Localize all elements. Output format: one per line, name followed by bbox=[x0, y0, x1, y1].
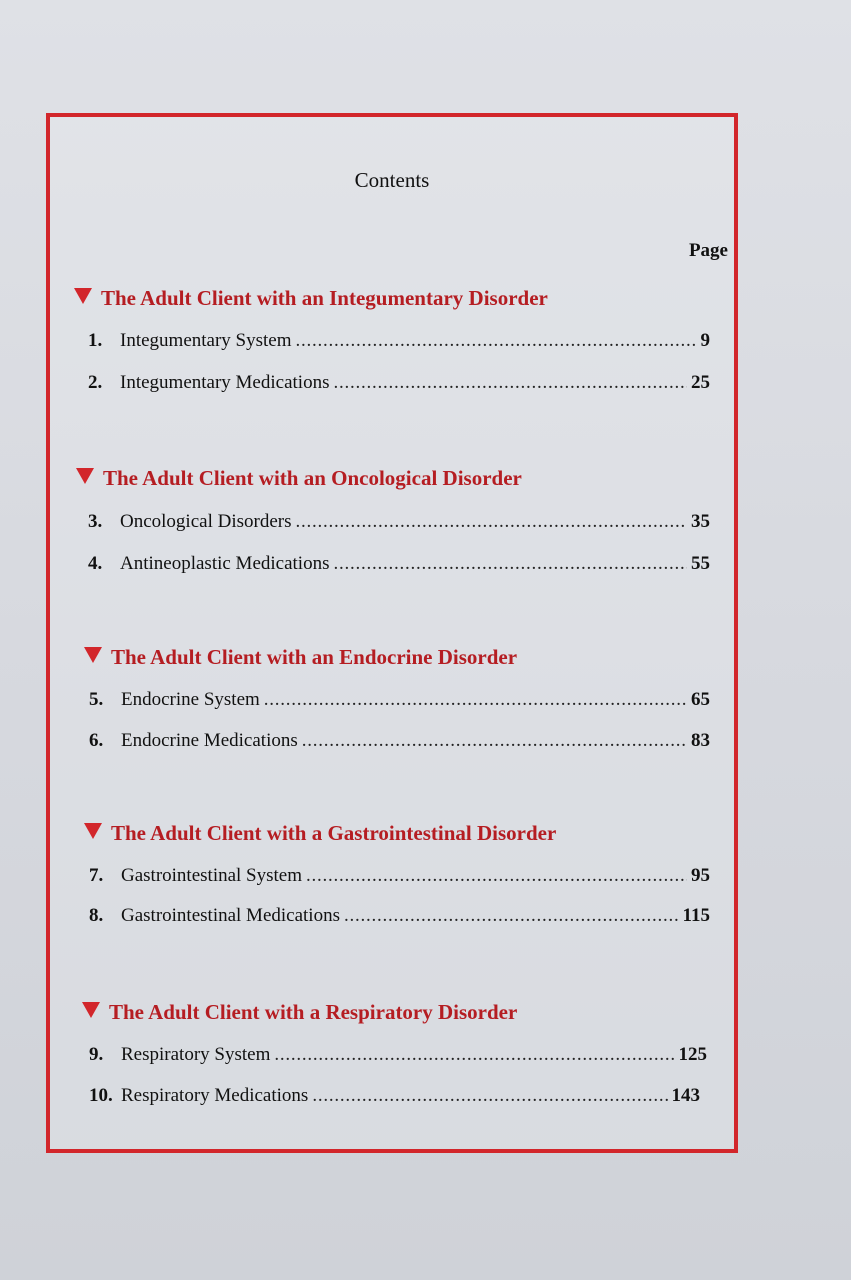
entry-title: Gastrointestinal Medications bbox=[121, 905, 340, 926]
section-header-text: The Adult Client with an Integumentary Disorder bbox=[101, 286, 548, 310]
section-header bbox=[76, 466, 522, 491]
entry-number: 10. bbox=[89, 1085, 113, 1106]
entry-title: Respiratory System bbox=[121, 1044, 271, 1065]
entry-title: Respiratory Medications bbox=[121, 1085, 309, 1106]
entry-number: 9. bbox=[89, 1044, 104, 1065]
dot-leader bbox=[306, 865, 687, 887]
entry-title: Gastrointestinal System bbox=[121, 865, 303, 886]
toc-entry bbox=[89, 689, 710, 715]
entry-number: 3. bbox=[88, 511, 103, 532]
entry-number: 7. bbox=[89, 865, 104, 886]
entry-title: Endocrine System bbox=[121, 689, 260, 710]
page-column-label: Page bbox=[688, 240, 728, 261]
entry-page-number: 25 bbox=[691, 372, 710, 393]
entry-page-number: 115 bbox=[682, 905, 710, 926]
dot-leader bbox=[296, 330, 697, 352]
dot-leader bbox=[302, 730, 687, 752]
entry-title: Integumentary System bbox=[120, 330, 292, 351]
section-header bbox=[82, 1000, 517, 1025]
entry-number: 8. bbox=[89, 905, 104, 926]
red-triangle-icon bbox=[84, 823, 102, 839]
toc-entry bbox=[89, 905, 710, 931]
toc-entry bbox=[89, 865, 710, 891]
entry-title: Endocrine Medications bbox=[121, 730, 298, 751]
red-triangle-icon bbox=[82, 1002, 100, 1018]
toc-entry bbox=[88, 553, 710, 579]
section-header bbox=[74, 286, 548, 311]
dot-leader bbox=[274, 1044, 674, 1066]
contents-border-frame bbox=[46, 113, 738, 1153]
toc-entry bbox=[88, 511, 710, 537]
entry-title: Oncological Disorders bbox=[120, 511, 292, 532]
entry-number: 1. bbox=[88, 330, 103, 351]
section-header-text: The Adult Client with an Endocrine Disorder bbox=[111, 645, 518, 669]
entry-number: 2. bbox=[88, 372, 103, 393]
entry-title: Antineoplastic Medications bbox=[120, 553, 330, 574]
dot-leader bbox=[312, 1085, 667, 1107]
dot-leader bbox=[344, 905, 679, 927]
entry-page-number: 9 bbox=[700, 330, 710, 351]
toc-entry bbox=[89, 1044, 707, 1070]
entry-page-number: 83 bbox=[691, 730, 710, 751]
section-header bbox=[84, 645, 517, 670]
red-triangle-icon bbox=[84, 647, 102, 663]
section-header-text: The Adult Client with a Gastrointestinal Disorder bbox=[111, 821, 557, 845]
dot-leader bbox=[333, 372, 687, 394]
entry-page-number: 125 bbox=[678, 1044, 707, 1065]
section-header-text: The Adult Client with an Oncological Disorder bbox=[103, 466, 522, 490]
toc-entry bbox=[89, 1085, 700, 1111]
dot-leader bbox=[264, 689, 687, 711]
contents-title: Contents bbox=[354, 168, 430, 192]
dot-leader bbox=[295, 511, 687, 533]
toc-entry bbox=[89, 730, 710, 756]
entry-page-number: 65 bbox=[691, 689, 710, 710]
red-triangle-icon bbox=[76, 468, 94, 484]
toc-entry bbox=[88, 330, 710, 356]
toc-entry bbox=[88, 372, 710, 398]
entry-number: 6. bbox=[89, 730, 104, 751]
entry-page-number: 35 bbox=[691, 511, 710, 532]
red-triangle-icon bbox=[74, 288, 92, 304]
entry-number: 4. bbox=[88, 553, 103, 574]
dot-leader bbox=[333, 553, 687, 575]
entry-title: Integumentary Medications bbox=[120, 372, 330, 393]
entry-page-number: 95 bbox=[691, 865, 710, 886]
entry-page-number: 55 bbox=[691, 553, 710, 574]
section-header bbox=[84, 821, 556, 846]
section-header-text: The Adult Client with a Respiratory Disorder bbox=[109, 1000, 518, 1024]
entry-number: 5. bbox=[89, 689, 104, 710]
entry-page-number: 143 bbox=[671, 1085, 700, 1106]
